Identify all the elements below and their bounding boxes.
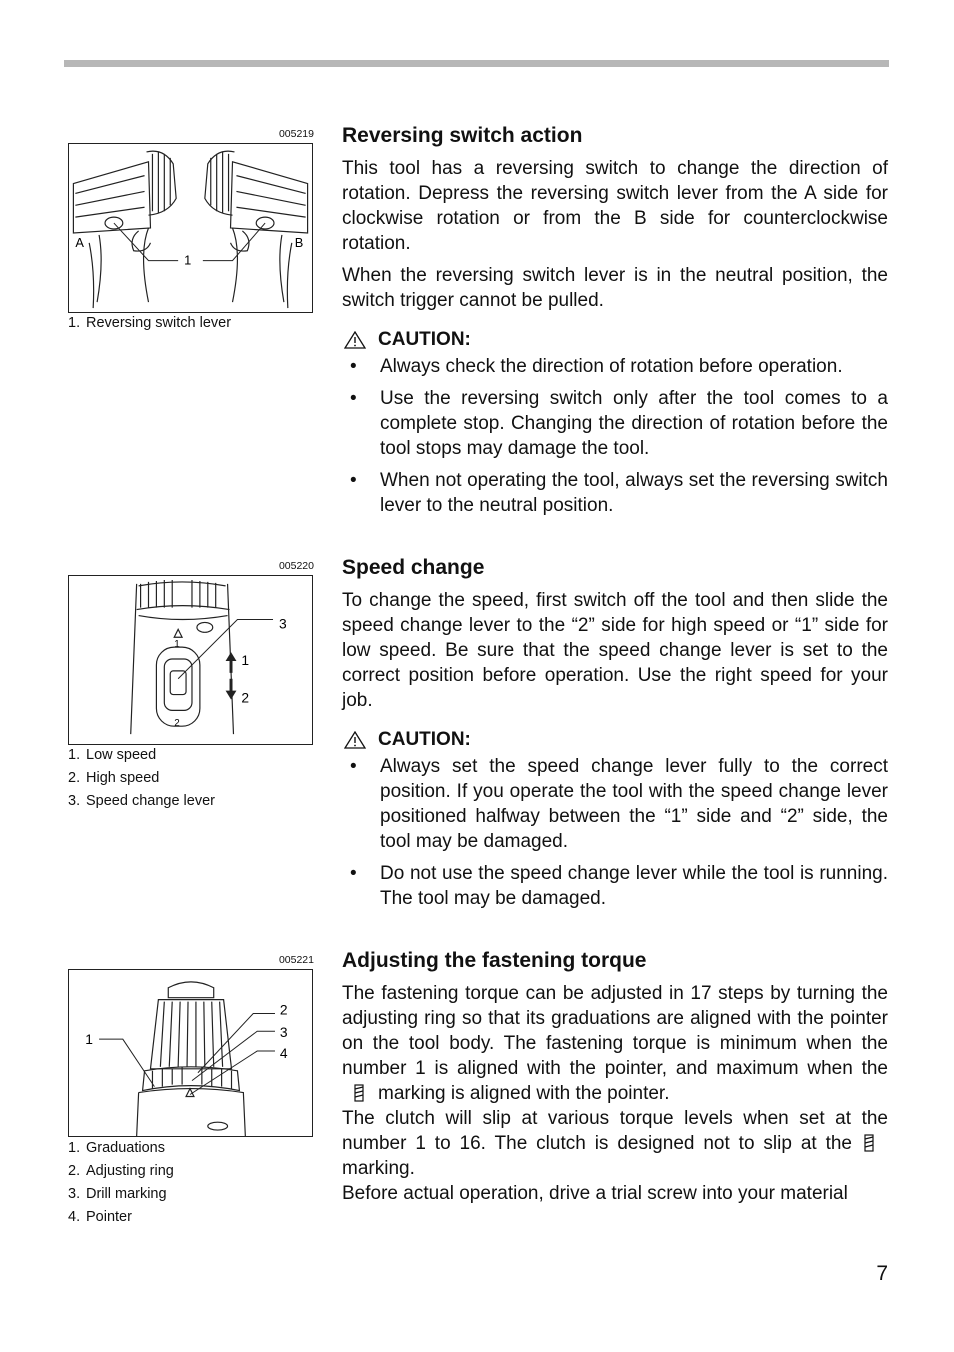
label-1: 1 — [241, 651, 250, 668]
figure-code: 005219 — [278, 128, 314, 140]
page-number: 7 — [876, 1262, 888, 1285]
lever-mark-2: 2 — [174, 718, 180, 730]
figure-code: 005220 — [278, 560, 314, 572]
section-heading: Speed change — [342, 556, 485, 579]
warning-triangle-icon — [344, 331, 366, 349]
legend-item: 2. High speed — [68, 770, 160, 786]
caution-list — [342, 354, 888, 518]
legend-item: 1. Reversing switch lever — [68, 315, 232, 331]
list-item: • Do not use the speed change lever while the tool is running. The tool may be damaged. — [342, 861, 888, 911]
caution-heading: CAUTION: — [342, 327, 888, 352]
legend-item: 1. Graduations — [68, 1140, 165, 1156]
label-4: 4 — [279, 1044, 288, 1061]
warning-triangle-icon — [344, 731, 366, 749]
list-item: • When not operating the tool, always set the reversing switch lever to the neutral position. — [342, 468, 888, 518]
drill-torque-illustration — [69, 970, 312, 1136]
list-item: • Use the reversing switch only after the tool comes to a complete stop. Changing the direction of rotation before the tool stops may damage the tool. — [342, 386, 888, 461]
label-2: 2 — [241, 689, 250, 706]
label-a: A — [75, 234, 84, 250]
section-heading: Adjusting the fastening torque — [342, 949, 647, 972]
label-2: 2 — [279, 1001, 288, 1018]
label-3: 3 — [279, 1024, 288, 1041]
figure-legend — [68, 1137, 174, 1229]
legend-item: 4. Pointer — [68, 1209, 132, 1225]
header-rule — [64, 60, 889, 67]
paragraph: When the reversing switch lever is in the neutral position, the switch trigger cannot be pulled. — [342, 265, 888, 311]
figure-legend — [68, 312, 231, 335]
label-1: 1 — [85, 1031, 93, 1048]
label-b: B — [294, 234, 304, 250]
section-heading: Reversing switch action — [342, 124, 583, 147]
list-item: • Always set the speed change lever fully to the correct position. If you operate the tool with the speed change lever positioned halfway between the “1” side and “2” side, the tool may be damaged. — [342, 754, 888, 854]
label-1: 1 — [184, 252, 192, 268]
figure-reversing-switch — [68, 143, 313, 313]
paragraph: This tool has a reversing switch to change the direction of rotation. Depress the reversing switch lever from the A side for clockwise rotation or from the B side for counterclockwise rotation. — [342, 158, 888, 254]
legend-item: 2. Adjusting ring — [68, 1163, 174, 1179]
figure-legend — [68, 744, 215, 813]
drill-marking-icon — [864, 1134, 874, 1152]
figure-torque — [68, 969, 313, 1137]
legend-item: 1. Low speed — [68, 747, 157, 763]
section-speed — [342, 555, 888, 918]
lever-mark-1: 1 — [174, 639, 180, 651]
paragraph: Before actual operation, drive a trial screw into your material — [342, 1183, 848, 1204]
caution-heading: CAUTION: — [342, 727, 888, 752]
label-3: 3 — [278, 615, 287, 632]
drill-marking-icon — [354, 1084, 364, 1102]
drill-reversing-illustration — [69, 144, 312, 312]
legend-item: 3. Speed change lever — [68, 793, 215, 809]
figure-speed-change — [68, 575, 313, 745]
list-item: • Always check the direction of rotation before operation. — [342, 354, 888, 379]
drill-speed-illustration — [69, 576, 312, 744]
paragraph: The fastening torque can be adjusted in 17 steps by turning the adjusting ring so that its graduations are aligned with the pointer on the tool body. The fastening torque is minimum when the number 1 is aligned with the pointer, and maximum when themarking is aligned with the pointer. — [342, 983, 888, 1104]
paragraph: To change the speed, first switch off the tool and then slide the speed change lever to the “2” side for high speed or “1” side for low speed. Be sure that the speed change lever is set to the correct position before operation. Use the right speed for your job. — [342, 590, 888, 711]
section-torque — [342, 948, 888, 1206]
legend-item: 3. Drill marking — [68, 1186, 167, 1202]
caution-list — [342, 754, 888, 911]
paragraph: The clutch will slip at various torque levels when set at the number 1 to 16. The clutch is designed not to slip at themarking. — [342, 1108, 888, 1179]
figure-code: 005221 — [278, 954, 314, 966]
section-reversing — [342, 123, 888, 525]
